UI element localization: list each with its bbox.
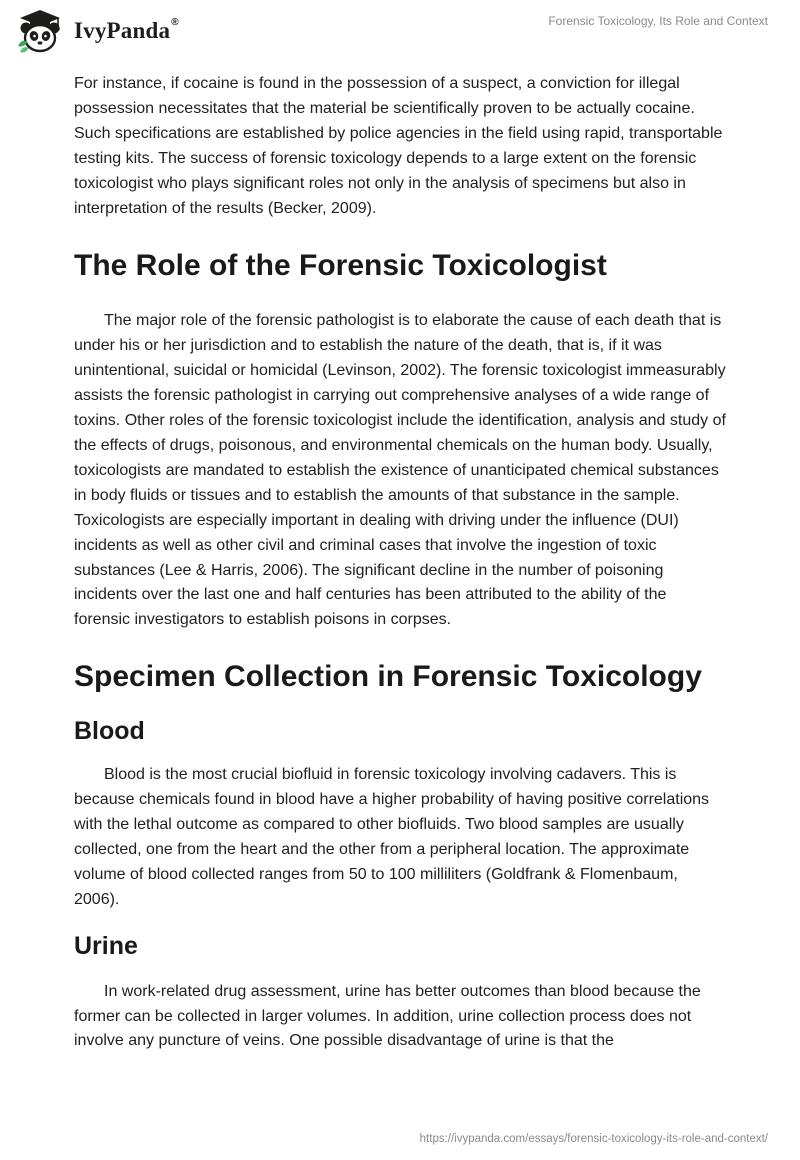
role-paragraph: The major role of the forensic pathologist is to elaborate the cause of each death that is under his or her jurisdiction and to establish the nature of the death, that is, if it was unintentional, suicidal or homicidal (Levinson, 2002). The forensic toxicologist immeasurably assists the forensic pathologist in carrying out comprehensive analyses of a wide range of toxins. Other roles of the forensic toxicologist include the identification, analysis and study of the effects of drugs, poisonous, and environmental chemicals on the human body. Usually, toxicologists are mandated to establish the existence of unanticipated chemical substances in body fluids or tissues and to establish the amounts of that substance in the sample. Toxicologists are especially important in dealing with driving under the influence (DUI) incidents as well as other civil and criminal cases that involve the ingestion of toxic substances (Lee & Harris, 2006). The significant decline in the number of poisoning incidents over the last one and half centuries has been attributed to the ability of the forensic investigators to establish poisons in corpses. [74,312,726,629]
panda-graduate-icon [14,8,66,54]
intro-paragraph: For instance, if cocaine is found in the possession of a suspect, a conviction for illegal possession necessitates that the material be scientifically proven to be actually cocaine. Such specifications are established by police agencies in the field using rapid, transportable testing kits. The success of forensic toxicology depends to a large extent on the forensic toxicologist who plays significant roles not only in the analysis of specimens but also in interpretation of the results (Becker, 2009). [74,75,723,217]
registered-mark: ® [171,17,179,28]
heading-urine: Urine [74,931,138,960]
urine-paragraph: In work-related drug assessment, urine has better outcomes than blood because the former can be collected in larger volumes. In addition, urine collection process does not involve any puncture of veins. One possible disadvantage of urine is that the [74,982,701,1050]
page-header [0,0,800,64]
source-url[interactable]: https://ivypanda.com/essays/forensic-toxicology-its-role-and-context/ [419,1133,768,1145]
logo-text: IvyPanda® [74,17,179,43]
heading-specimen-collection: Specimen Collection in Forensic Toxicology [74,660,702,694]
essay-content [74,72,726,1054]
heading-blood: Blood [74,717,145,746]
document-title: Forensic Toxicology, Its Role and Context [548,14,768,28]
blood-paragraph: Blood is the most crucial biofluid in forensic toxicology involving cadavers. This is because chemicals found in blood have a higher probability of having positive correlations with the lethal outcome as compared to other biofluids. Two blood samples are usually collected, one from the heart and the other from a peripheral location. The approximate volume of blood collected ranges from 50 to 100 milliliters (Goldfrank & Flomenbaum, 2006). [74,766,710,908]
ivypanda-logo[interactable] [14,8,179,54]
heading-role-of-toxicologist: The Role of the Forensic Toxicologist [74,249,607,283]
